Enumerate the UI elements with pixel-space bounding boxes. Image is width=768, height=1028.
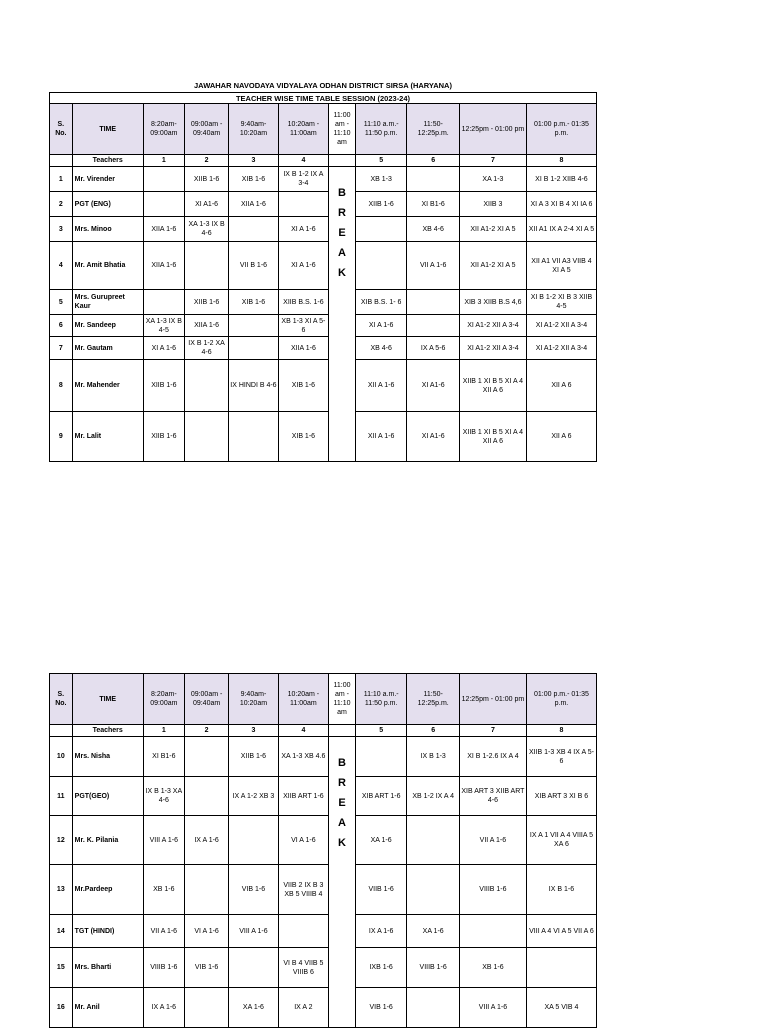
header-row: [50, 104, 597, 155]
period-cell-5: IXB 1-6: [355, 948, 407, 988]
period-cell-3: XIB 1-6: [229, 290, 278, 315]
teacher-name: PGT (ENG): [72, 192, 143, 217]
period-cell-3: [229, 217, 278, 242]
period-cell-1: XIIA 1-6: [143, 242, 184, 290]
break-letter: A: [338, 817, 346, 829]
period-cell-4: IX A 2: [278, 988, 328, 1028]
period-time-8: 12:25pm - 01:00 pm: [459, 104, 526, 155]
period-cell-8: XI B 1-2 XIIB 4-6: [526, 167, 596, 192]
period-cell-1: XI B1-6: [143, 737, 184, 777]
teacher-name: Mr. Mahender: [72, 360, 143, 412]
teacher-name: Mr. Virender: [72, 167, 143, 192]
period-number-7: 6: [407, 155, 460, 167]
period-cell-6: XI B1-6: [407, 192, 460, 217]
period-cell-6: XA 1-6: [407, 915, 460, 948]
table-row: [50, 777, 597, 816]
period-cell-1: VIIIB 1-6: [143, 948, 184, 988]
period-cell-8: XII A1 IX A 2-4 XI A 5: [526, 217, 596, 242]
break-letter: R: [338, 207, 346, 219]
period-cell-7: XI A1-2 XII A 3-4: [459, 337, 526, 360]
period-cell-2: [184, 988, 228, 1028]
table-row: [50, 315, 597, 337]
serial-number: 10: [50, 737, 73, 777]
period-cell-7: XIB ART 3 XIIB ART 4-6: [459, 777, 526, 816]
break-column: [329, 737, 356, 1028]
period-cell-7: VIII A 1-6: [459, 988, 526, 1028]
period-time-2: 09:00am - 09:40am: [184, 674, 228, 725]
period-cell-1: IX A 1-6: [143, 988, 184, 1028]
serial-number: 7: [50, 337, 73, 360]
period-cell-6: [407, 988, 460, 1028]
period-cell-5: XI A 1-6: [355, 315, 407, 337]
period-cell-5: XIB B.S. 1- 6: [355, 290, 407, 315]
period-cell-6: [407, 290, 460, 315]
period-cell-8: XI A1-2 XII A 3-4: [526, 315, 596, 337]
period-time-1: 8:20am- 09:00am: [143, 674, 184, 725]
period-cell-2: IX B 1-2 XA 4-6: [184, 337, 228, 360]
break-label: [330, 737, 354, 853]
period-time-1: 8:20am- 09:00am: [143, 104, 184, 155]
period-cell-1: VII A 1-6: [143, 915, 184, 948]
period-cell-8: IX A 1 VII A 4 VIIIA 5 XA 6: [526, 816, 596, 865]
teachers-header: Teachers: [72, 725, 143, 737]
period-cell-4: XB 1-3 XI A 5-6: [278, 315, 328, 337]
sno-header: S. No.: [50, 674, 73, 725]
period-number-4: 4: [278, 725, 328, 737]
period-time-4: 10:20am - 11:00am: [278, 104, 328, 155]
period-cell-8: XII A 6: [526, 412, 596, 462]
period-number-1: 1: [143, 725, 184, 737]
period-cell-6: XB 1-2 IX A 4: [407, 777, 460, 816]
table-row: [50, 988, 597, 1028]
period-number-row: [50, 725, 597, 737]
period-cell-1: XIIA 1-6: [143, 217, 184, 242]
period-cell-2: XA 1-3 IX B 4-6: [184, 217, 228, 242]
period-cell-5: XII A 1-6: [355, 412, 407, 462]
period-time-6: 11:10 a.m.- 11:50 p.m.: [355, 104, 407, 155]
period-cell-7: VII A 1-6: [459, 816, 526, 865]
period-cell-6: XI A1-6: [407, 360, 460, 412]
period-time-9: 01:00 p.m.- 01:35 p.m.: [526, 104, 596, 155]
teacher-name: Mr. Lalit: [72, 412, 143, 462]
period-number-row: [50, 155, 597, 167]
period-time-6: 11:10 a.m.- 11:50 p.m.: [355, 674, 407, 725]
period-number-3: 3: [229, 155, 278, 167]
teacher-name: Mr.Pardeep: [72, 865, 143, 915]
table-row: [50, 360, 597, 412]
period-cell-5: VIB 1-6: [355, 988, 407, 1028]
teacher-name: Mr. Gautam: [72, 337, 143, 360]
table-row: [50, 737, 597, 777]
table-row: [50, 915, 597, 948]
period-cell-3: IX A 1-2 XB 3: [229, 777, 278, 816]
break-letter: A: [338, 247, 346, 259]
period-time-9: 01:00 p.m.- 01:35 p.m.: [526, 674, 596, 725]
school-title: JAWAHAR NAVODAYA VIDYALAYA ODHAN DISTRICT SIRSA (HARYANA): [194, 81, 452, 90]
period-cell-4: VI A 1-6: [278, 816, 328, 865]
period-cell-3: [229, 337, 278, 360]
period-cell-3: XIIA 1-6: [229, 192, 278, 217]
table-row: [50, 167, 597, 192]
time-header: TIME: [72, 674, 143, 725]
period-cell-2: VIB 1-6: [184, 948, 228, 988]
period-cell-1: [143, 192, 184, 217]
period-cell-7: XB 1-6: [459, 948, 526, 988]
period-cell-4: XIIB B.S. 1-6: [278, 290, 328, 315]
period-cell-5: XIIB 1-6: [355, 192, 407, 217]
period-cell-8: XI A 3 XI B 4 XI IA 6: [526, 192, 596, 217]
period-cell-4: XIIB ART 1-6: [278, 777, 328, 816]
period-cell-5: [355, 242, 407, 290]
period-cell-6: XB 4-6: [407, 217, 460, 242]
serial-number: 9: [50, 412, 73, 462]
period-cell-2: [184, 242, 228, 290]
period-time-3: 9:40am- 10:20am: [229, 104, 278, 155]
timetable-1: [49, 103, 597, 462]
sno-header: S. No.: [50, 104, 73, 155]
table-row: [50, 217, 597, 242]
period-time-2: 09:00am - 09:40am: [184, 104, 228, 155]
empty-cell: [50, 725, 73, 737]
period-cell-4: XA 1-3 XB 4.6: [278, 737, 328, 777]
period-cell-1: [143, 167, 184, 192]
period-cell-2: XIIA 1-6: [184, 315, 228, 337]
period-cell-1: [143, 290, 184, 315]
table-row: [50, 337, 597, 360]
period-cell-5: XB 1-3: [355, 167, 407, 192]
period-cell-6: [407, 816, 460, 865]
serial-number: 8: [50, 360, 73, 412]
period-number-5: [329, 155, 356, 167]
table-row: [50, 242, 597, 290]
period-cell-3: VII B 1-6: [229, 242, 278, 290]
serial-number: 2: [50, 192, 73, 217]
table-row: [50, 290, 597, 315]
teacher-name: Mr. Sandeep: [72, 315, 143, 337]
period-cell-3: [229, 315, 278, 337]
period-cell-6: VII A 1-6: [407, 242, 460, 290]
teacher-name: PGT(GEO): [72, 777, 143, 816]
serial-number: 14: [50, 915, 73, 948]
period-cell-5: XII A 1-6: [355, 360, 407, 412]
table-row: [50, 192, 597, 217]
period-cell-8: XIB ART 3 XI B 6: [526, 777, 596, 816]
teacher-name: Mr. Amit Bhatia: [72, 242, 143, 290]
period-time-7: 11:50- 12:25p.m.: [407, 674, 460, 725]
period-cell-1: XI A 1-6: [143, 337, 184, 360]
timetable-subtitle: TEACHER WISE TIME TABLE SESSION (2023-24): [49, 92, 597, 103]
period-cell-2: [184, 777, 228, 816]
period-cell-8: XII A 6: [526, 360, 596, 412]
period-cell-1: XIIB 1-6: [143, 360, 184, 412]
period-cell-8: XA 5 VIB 4: [526, 988, 596, 1028]
teacher-name: Mrs. Bharti: [72, 948, 143, 988]
period-time-8: 12:25pm - 01:00 pm: [459, 674, 526, 725]
period-cell-6: [407, 167, 460, 192]
period-cell-7: XIIB 1 XI B 5 XI A 4 XII A 6: [459, 360, 526, 412]
break-letter: E: [338, 797, 346, 809]
table-row: [50, 865, 597, 915]
period-cell-1: IX B 1-3 XA 4-6: [143, 777, 184, 816]
break-letter: E: [338, 227, 346, 239]
period-cell-5: XB 4-6: [355, 337, 407, 360]
period-cell-4: XI A 1-6: [278, 217, 328, 242]
timetable-2: [49, 673, 597, 1028]
serial-number: 4: [50, 242, 73, 290]
serial-number: 13: [50, 865, 73, 915]
period-time-5: 11:00 am - 11:10 am: [329, 104, 356, 155]
serial-number: 11: [50, 777, 73, 816]
table-row: [50, 412, 597, 462]
period-cell-1: XA 1-3 IX B 4-5: [143, 315, 184, 337]
period-cell-8: [526, 948, 596, 988]
period-cell-2: VI A 1-6: [184, 915, 228, 948]
period-number-8: 7: [459, 155, 526, 167]
period-cell-7: [459, 915, 526, 948]
period-time-7: 11:50- 12:25p.m.: [407, 104, 460, 155]
period-cell-8: IX B 1-6: [526, 865, 596, 915]
period-cell-6: [407, 865, 460, 915]
serial-number: 15: [50, 948, 73, 988]
period-number-9: 8: [526, 725, 596, 737]
period-number-8: 7: [459, 725, 526, 737]
period-cell-3: XA 1-6: [229, 988, 278, 1028]
period-number-7: 6: [407, 725, 460, 737]
period-cell-7: XA 1-3: [459, 167, 526, 192]
period-number-9: 8: [526, 155, 596, 167]
period-cell-6: IX A 5-6: [407, 337, 460, 360]
period-number-6: 5: [355, 725, 407, 737]
serial-number: 5: [50, 290, 73, 315]
period-cell-2: [184, 412, 228, 462]
period-cell-8: XI A1-2 XII A 3-4: [526, 337, 596, 360]
period-cell-5: XA 1-6: [355, 816, 407, 865]
period-time-3: 9:40am- 10:20am: [229, 674, 278, 725]
empty-cell: [50, 155, 73, 167]
table-row: [50, 816, 597, 865]
table-row: [50, 948, 597, 988]
period-cell-5: IX A 1-6: [355, 915, 407, 948]
period-cell-1: VIII A 1-6: [143, 816, 184, 865]
teacher-name: Mr. K. Pilania: [72, 816, 143, 865]
period-cell-3: [229, 412, 278, 462]
break-letter: R: [338, 777, 346, 789]
period-cell-5: [355, 737, 407, 777]
teacher-name: Mr. Anil: [72, 988, 143, 1028]
period-cell-7: VIIIB 1-6: [459, 865, 526, 915]
period-cell-6: [407, 315, 460, 337]
serial-number: 1: [50, 167, 73, 192]
time-header: TIME: [72, 104, 143, 155]
period-cell-7: XIB 3 XIIB B.S 4,6: [459, 290, 526, 315]
period-cell-7: XI B 1-2.6 IX A 4: [459, 737, 526, 777]
break-letter: B: [338, 757, 346, 769]
period-cell-2: XI A1-6: [184, 192, 228, 217]
period-cell-3: XIB 1-6: [229, 167, 278, 192]
period-number-2: 2: [184, 725, 228, 737]
break-letter: K: [338, 837, 346, 849]
period-number-4: 4: [278, 155, 328, 167]
period-cell-4: [278, 915, 328, 948]
period-cell-6: XI A1-6: [407, 412, 460, 462]
timetable-titles: [49, 80, 597, 103]
period-cell-2: XIIB 1-6: [184, 167, 228, 192]
period-cell-3: [229, 816, 278, 865]
period-cell-7: XIIB 3: [459, 192, 526, 217]
period-cell-4: VI B 4 VIIB 5 VIIIB 6: [278, 948, 328, 988]
period-cell-7: XII A1-2 XI A 5: [459, 217, 526, 242]
period-cell-4: XIB 1-6: [278, 360, 328, 412]
period-cell-4: IX B 1-2 IX A 3-4: [278, 167, 328, 192]
period-cell-6: IX B 1-3: [407, 737, 460, 777]
teacher-name: Mrs. Minoo: [72, 217, 143, 242]
period-cell-7: XI A1-2 XII A 3-4: [459, 315, 526, 337]
period-cell-2: XIIB 1-6: [184, 290, 228, 315]
period-cell-3: VIB 1-6: [229, 865, 278, 915]
break-letter: K: [338, 267, 346, 279]
serial-number: 16: [50, 988, 73, 1028]
period-cell-7: XIIB 1 XI B 5 XI A 4 XII A 6: [459, 412, 526, 462]
period-time-5: 11:00 am - 11:10 am: [329, 674, 356, 725]
serial-number: 6: [50, 315, 73, 337]
period-time-4: 10:20am - 11:00am: [278, 674, 328, 725]
period-cell-2: IX A 1-6: [184, 816, 228, 865]
period-cell-2: [184, 737, 228, 777]
period-cell-8: XIIB 1-3 XB 4 IX A 5-6: [526, 737, 596, 777]
period-cell-1: XB 1-6: [143, 865, 184, 915]
period-cell-8: VIII A 4 VI A 5 VII A 6: [526, 915, 596, 948]
period-cell-2: [184, 865, 228, 915]
period-number-3: 3: [229, 725, 278, 737]
teachers-header: Teachers: [72, 155, 143, 167]
period-cell-5: [355, 217, 407, 242]
break-label: [330, 167, 354, 283]
period-number-2: 2: [184, 155, 228, 167]
period-cell-2: [184, 360, 228, 412]
period-cell-7: XII A1-2 XI A 5: [459, 242, 526, 290]
teacher-name: Mrs. Nisha: [72, 737, 143, 777]
period-cell-3: VIII A 1-6: [229, 915, 278, 948]
period-cell-1: XIIB 1-6: [143, 412, 184, 462]
period-cell-3: XIIB 1-6: [229, 737, 278, 777]
period-cell-3: IX HINDI B 4-6: [229, 360, 278, 412]
period-cell-8: XII A1 VII A3 VIIB 4 XI A 5: [526, 242, 596, 290]
period-cell-5: XIB ART 1-6: [355, 777, 407, 816]
serial-number: 3: [50, 217, 73, 242]
period-number-6: 5: [355, 155, 407, 167]
period-cell-4: XIIA 1-6: [278, 337, 328, 360]
break-column: [329, 167, 356, 462]
teacher-name: Mrs. Gurupreet Kaur: [72, 290, 143, 315]
teacher-name: TGT (HINDI): [72, 915, 143, 948]
period-cell-5: VIIB 1-6: [355, 865, 407, 915]
header-row: [50, 674, 597, 725]
period-cell-6: VIIIB 1-6: [407, 948, 460, 988]
serial-number: 12: [50, 816, 73, 865]
period-cell-3: [229, 948, 278, 988]
period-cell-8: XI B 1-2 XI B 3 XIIB 4-5: [526, 290, 596, 315]
break-letter: B: [338, 187, 346, 199]
period-cell-4: VIIB 2 IX B 3 XB 5 VIIIB 4: [278, 865, 328, 915]
period-cell-4: [278, 192, 328, 217]
period-number-5: [329, 725, 356, 737]
period-cell-4: XI A 1-6: [278, 242, 328, 290]
period-number-1: 1: [143, 155, 184, 167]
period-cell-4: XIB 1-6: [278, 412, 328, 462]
